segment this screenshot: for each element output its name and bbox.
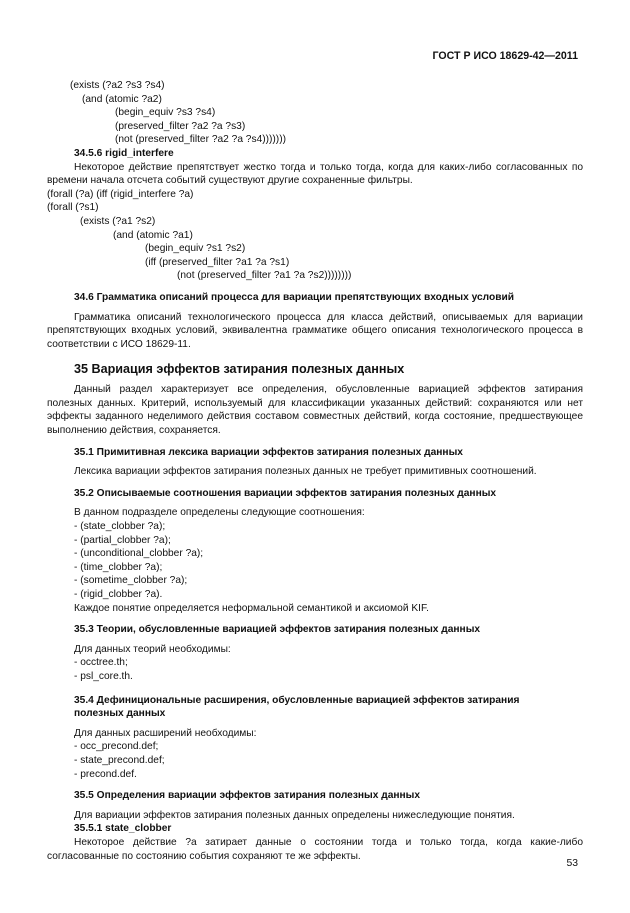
paragraph: Для данных теорий необходимы:: [74, 643, 231, 655]
section-heading-35-5: 35.5 Определения вариации эффектов затирания полезных данных: [74, 790, 421, 802]
code-line: (and (atomic ?a2): [82, 93, 162, 105]
code-line: (begin_equiv ?s1 ?s2): [145, 243, 246, 255]
kif-code-block-1: [47, 79, 583, 147]
section-heading-35-2: 35.2 Описываемые соотношения вариации эффектов затирания полезных данных: [74, 487, 497, 499]
code-line: (and (atomic ?a1): [113, 229, 193, 241]
list-item: - (sometime_clobber ?a);: [74, 575, 188, 587]
paragraph: В данном подразделе определены следующие соотношения:: [74, 507, 365, 519]
list-item: - state_precond.def;: [74, 754, 165, 766]
paragraph: Грамматика описаний технологического процесса для класса действий, описываемых для вариации препятствующих входных условий, эквивалентна грамматике общего описания технологического процесса в соответствии с ИСО 18629-11.: [47, 311, 583, 350]
standard-header: ГОСТ Р ИСО 18629-42—2011: [432, 50, 578, 62]
code-line: (preserved_filter ?a2 ?a ?s3): [115, 120, 246, 132]
extension-list: [47, 740, 583, 781]
heading-line: полезных данных: [74, 708, 166, 720]
section-heading-35-1: 35.1 Примитивная лексика вариации эффектов затирания полезных данных: [74, 446, 463, 458]
paragraph: Некоторое действие ?a затирает данные о состоянии тогда и только тогда, когда какие-либо согласованные по состоянию события сохраняют те же эффекты.: [47, 836, 583, 862]
code-line: (forall (?a) (iff (rigid_interfere ?a): [47, 188, 194, 200]
section-heading-35: 35 Вариация эффектов затирания полезных данных: [74, 362, 405, 377]
page-number: 53: [566, 858, 578, 869]
theory-list: [47, 656, 583, 683]
section-heading-35-4: [47, 694, 583, 721]
code-line: (begin_equiv ?s3 ?s4): [115, 107, 216, 119]
list-item: - (state_clobber ?a);: [74, 521, 166, 533]
paragraph: Для вариации эффектов затирания полезных данных определены нижеследующие понятия.: [74, 809, 515, 821]
list-item: - (rigid_clobber ?a).: [74, 589, 163, 600]
list-item: - psl_core.th.: [74, 670, 133, 682]
list-item: - occtree.th;: [74, 657, 128, 669]
page-content: [47, 79, 583, 863]
code-line: (iff (preserved_filter ?a1 ?a ?s1): [145, 256, 290, 268]
code-line: (not (preserved_filter ?a2 ?a ?s4))))))): [115, 134, 286, 146]
section-heading-35-5-1: 35.5.1 state_clobber: [74, 823, 172, 835]
code-line: (not (preserved_filter ?a1 ?a ?s2)))))))): [177, 270, 352, 282]
heading-line: 35.4 Дефинициональные расширения, обусловленные вариацией эффектов затирания: [74, 694, 520, 706]
code-line: (exists (?a2 ?s3 ?s4): [70, 80, 165, 91]
paragraph: Некоторое действие препятствует жестко тогда и только тогда, когда для каких-либо согласованных по времени начала отсчета событий существуют другие сохраненные фильтры.: [47, 161, 583, 187]
kif-code-block-2: [47, 188, 583, 283]
list-item: - occ_precond.def;: [74, 741, 159, 753]
code-line: (forall (?s1): [47, 202, 99, 214]
list-item: - (partial_clobber ?a);: [74, 534, 171, 546]
list-item: - (time_clobber ?a);: [74, 561, 163, 573]
section-heading-35-3: 35.3 Теории, обусловленные вариацией эффектов затирания полезных данных: [74, 624, 481, 636]
section-heading-34-6: 34.6 Грамматика описаний процесса для вариации препятствующих входных условий: [74, 291, 514, 303]
relation-list: [47, 520, 583, 602]
section-heading-34-5-6: 34.5.6 rigid_interfere: [74, 147, 174, 159]
paragraph: Лексика вариации эффектов затирания полезных данных не требует примитивных соотношений.: [74, 466, 537, 478]
paragraph: Данный раздел характеризует все определения, обусловленные вариацией эффектов затирания полезных данных. Критерий, используемый для классификации указанных действий: сохраняются или нет эффекты заданного неделимого действия составом совместных действий, когда состояние, предшествующее выполнению действия, сохраняется.: [47, 384, 583, 437]
list-item: - (unconditional_clobber ?a);: [74, 548, 204, 560]
paragraph: Каждое понятие определяется неформальной семантикой и аксиомой KIF.: [74, 602, 429, 614]
code-line: (exists (?a1 ?s2): [80, 215, 156, 227]
list-item: - precond.def.: [74, 768, 137, 780]
paragraph: Для данных расширений необходимы:: [74, 727, 257, 739]
